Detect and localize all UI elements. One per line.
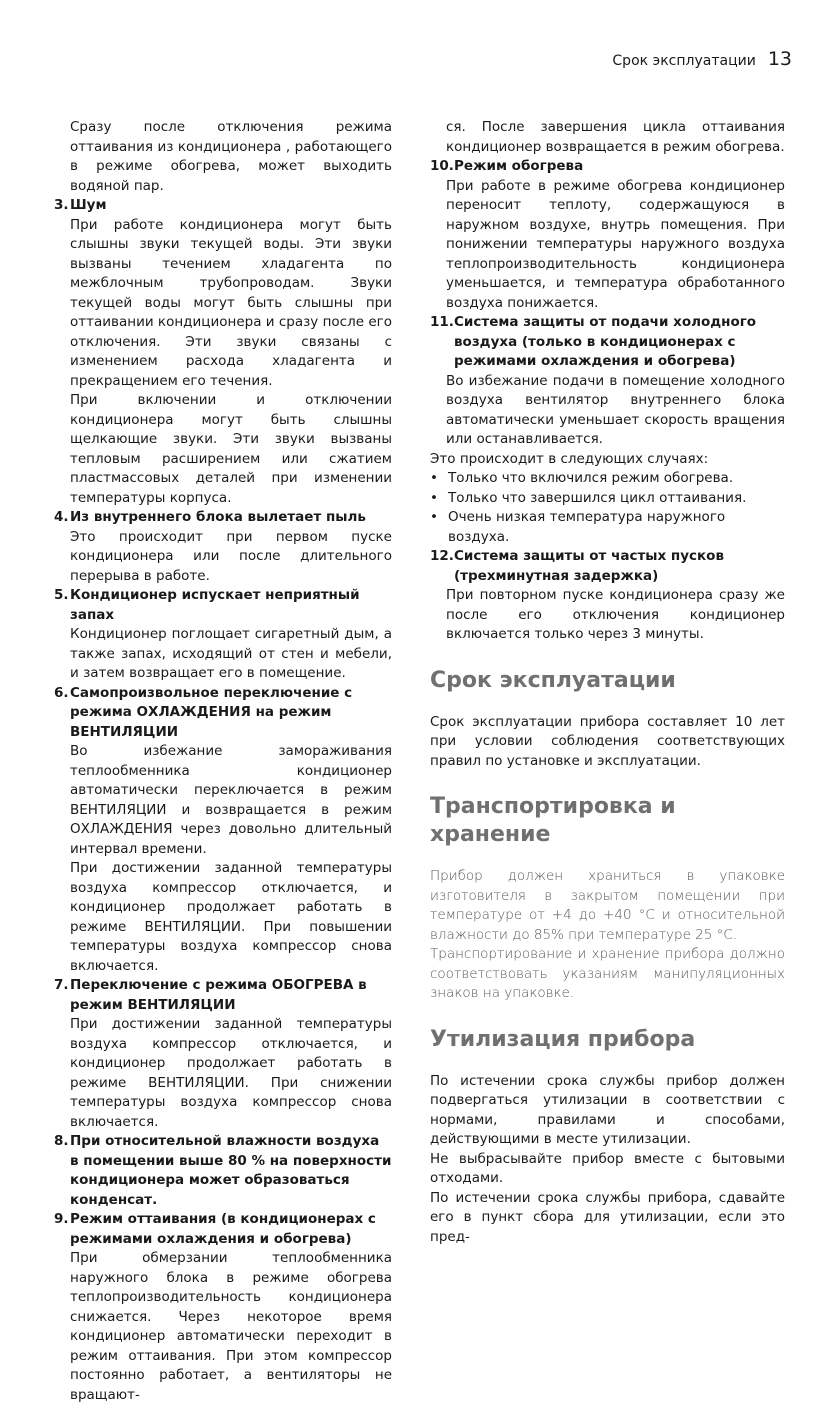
item-5-paragraph: Кондиционер поглощает сигаретный дым, а также запах, исходящий от стен и мебели, и затем возвращает его в помещение. bbox=[70, 626, 392, 681]
right-column bbox=[430, 118, 785, 1247]
item-7-title: 7. Переключение с режима ОБОГРЕВА в режим ВЕНТИЛЯЦИИ bbox=[54, 977, 367, 1013]
cases-intro: Это происходит в следующих случаях: bbox=[430, 450, 709, 467]
section-title-service-life: Срок эксплуатации bbox=[430, 667, 676, 693]
intro-paragraph: Сразу после отключения режима оттаивания из кондиционера , работающего в режиме обогрева, может выходить водяной пар. bbox=[70, 119, 392, 194]
item-7-paragraph: При достижении заданной температуры воздуха компрессор отключается, и кондиционер продолжает работать в режиме ВЕНТИЛЯЦИИ. При снижении температуры воздуха компрессор снова включается. bbox=[70, 1016, 392, 1130]
header-section-title: Срок эксплуатации bbox=[612, 53, 756, 69]
item-3-paragraph-2: При включении и отключении кондиционера могут быть слышны щелкающие звуки. Эти звуки вызваны тепловым расширением или сжатием пластмассовых деталей при изменении температуры корпуса. bbox=[70, 392, 392, 506]
disposal-paragraph-1: По истечении срока службы прибор должен подвергаться утилизации в соответствии с нормами, правилами и способами, действующими в месте утилизации. bbox=[430, 1072, 785, 1147]
storage-paragraph-1: Прибор должен храниться в упаковке изготовителя в закрытом помещении при температуре от +4 до +40 °С и относительной влажности до 85% при температуре 25 °С. bbox=[430, 868, 785, 943]
continued-paragraph: ся. После завершения цикла оттаивания кондиционер возвращается в режим обогрева. bbox=[446, 119, 785, 155]
list-item: • Только что завершился цикл оттаивания. bbox=[430, 489, 747, 506]
page-number: 13 bbox=[767, 48, 792, 70]
list-item: • Только что включился режим обогрева. bbox=[430, 470, 734, 486]
item-5-title: 5. Кондиционер испускает неприятный запах bbox=[54, 587, 360, 623]
item-3-title: 3. Шум bbox=[54, 197, 107, 213]
item-10-paragraph: При работе в режиме обогрева кондиционер переносит теплоту, содержащуюся в наружном воздухе, внутрь помещения. При понижении температуры наружного воздуха теплопроизводительность кондиционера уменьшается, и температура обработанного воздуха понижается. bbox=[446, 177, 785, 311]
service-life-paragraph: Срок эксплуатации прибора составляет 10 лет при условии соблюдения соответствующих правил по установке и эксплуатации. bbox=[430, 713, 785, 769]
section-title-disposal: Утилизация прибора bbox=[430, 1026, 696, 1052]
item-11-paragraph: Во избежание подачи в помещение холодного воздуха вентилятор внутреннего блока автоматически уменьшает скорость вращения или останавливается. bbox=[446, 372, 785, 447]
cases-list bbox=[430, 469, 785, 547]
storage-paragraph-2: Транспортирование и хранение прибора должно соответствовать указаниям манипуляционных знаков на упаковке. bbox=[430, 946, 785, 1001]
item-4-title: 4. Из внутреннего блока вылетает пыль bbox=[54, 509, 366, 525]
left-column bbox=[54, 118, 392, 1405]
item-6-paragraph-1: Во избежание замораживания теплообменника кондиционер автоматически переключается в режим ВЕНТИЛЯЦИИ и возвращается в режим ОХЛАЖДЕНИЯ через довольно длительный интервал времени. bbox=[70, 743, 392, 857]
section-title-transport-storage: Транспортировка и хранение bbox=[430, 794, 676, 847]
item-12-title: 12. Система защиты от частых пусков (трехминутная задержка) bbox=[430, 548, 724, 584]
item-9-paragraph: При обмерзании теплообменника наружного блока в режиме обогрева теплопроизводительность кондиционера снижается. Через некоторое время кондиционер автоматически переходит в режим оттаивания. При этом компрессор постоянно работает, а вентиляторы не вращают- bbox=[70, 1250, 392, 1403]
disposal-paragraph-3: По истечении срока службы прибора, сдавайте его в пункт сбора для утилизации, если это пред- bbox=[430, 1189, 785, 1245]
item-4-paragraph: Это происходит при первом пуске кондиционера или после длительного перерыва в работе. bbox=[70, 528, 392, 584]
disposal-paragraph-2: Не выбрасывайте прибор вместе с бытовыми отходами. bbox=[430, 1150, 785, 1186]
item-6-title: 6. Самопроизвольное переключение с режима ОХЛАЖДЕНИЯ на режим ВЕНТИЛЯЦИИ bbox=[54, 684, 353, 740]
list-item: • Очень низкая температура наружного воздуха. bbox=[430, 509, 726, 545]
item-9-title: 9. Режим оттаивания (в кондиционерах с режимами охлаждения и обогрева) bbox=[54, 1211, 376, 1247]
item-10-title: 10. Режим обогрева bbox=[430, 158, 584, 174]
item-11-title: 11. Система защиты от подачи холодного воздуха (только в кондиционерах с режимами охлаждения и обогрева) bbox=[430, 314, 757, 369]
item-3-paragraph-1: При работе кондиционера могут быть слышны звуки текущей воды. Эти звуки вызваны течением хладагента по межблочным трубопроводам. Звуки текущей воды могут быть слышны при оттаивании кондиционера и сразу после его отключения. Эти звуки связаны с изменением расхода хладагента и прекращением его течения. bbox=[70, 216, 392, 389]
item-12-paragraph: При повторном пуске кондиционера сразу же после его отключения кондиционер включается только через 3 минуты. bbox=[446, 587, 785, 642]
item-8-title: 8. При относительной влажности воздуха в помещении выше 80 % на поверхности кондиционера может образоваться конденсат. bbox=[54, 1133, 392, 1208]
item-6-paragraph-2: При достижении заданной температуры воздуха компрессор отключается, и кондиционер продолжает работать в режиме ВЕНТИЛЯЦИИ. При повышении температуры воздуха компрессор снова включается. bbox=[70, 860, 392, 974]
page-header bbox=[612, 48, 792, 70]
